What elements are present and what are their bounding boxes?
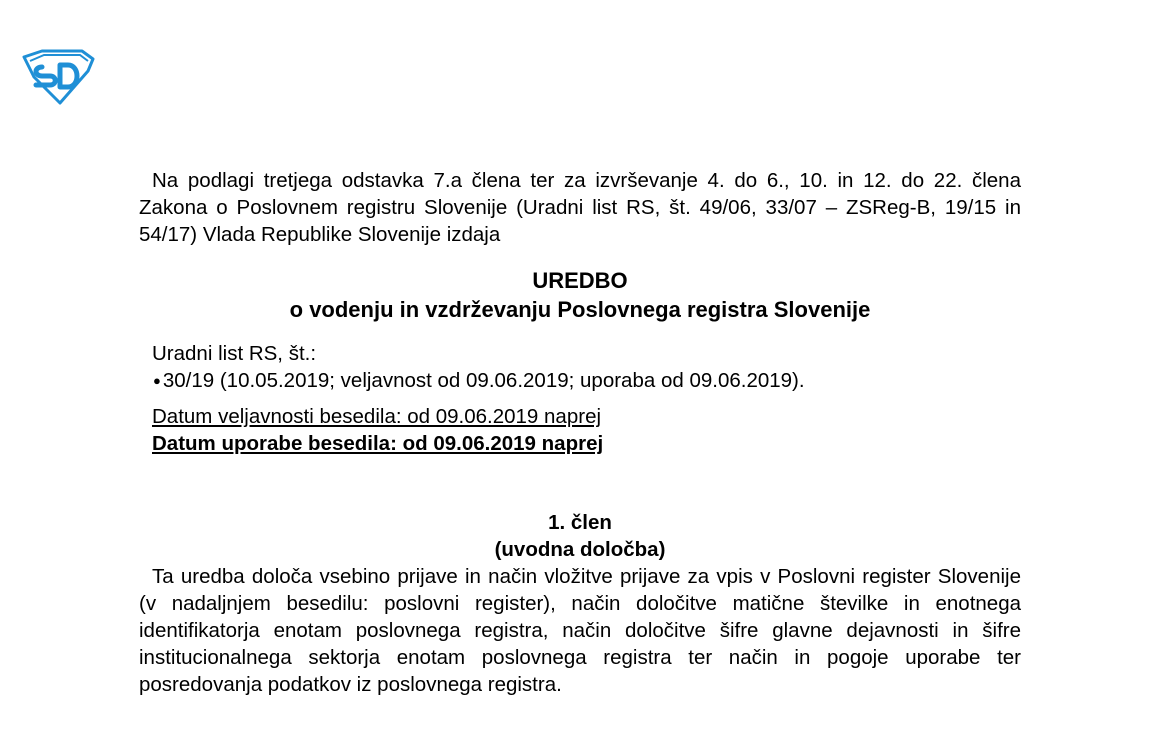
sd-shield-logo: [20, 47, 96, 105]
article-text: Ta uredba določa vsebino prijave in način vložitve prijave za vpis v Poslovni register Slovenije (v nadaljnjem besedilu: poslovni register), način določitve matične številke in enotnega identifikatorja enotam poslovnega registra, način določitve šifre glavne dejavnosti in šifre institucionalnega sektorja enotam poslovnega registra ter način in pogoje uporabe ter posredovanja podatkov iz poslovnega registra.: [139, 565, 1021, 696]
document-body: [139, 167, 1021, 698]
intro-paragraph: Na podlagi tretjega odstavka 7.a člena ter za izvrševanje 4. do 6., 10. in 12. do 22. člena Zakona o Poslovnem registru Slovenije (Uradni list RS, št. 49/06, 33/07 – ZSReg-B, 19/15 in 54/17) Vlada Republike Slovenije izdaja: [139, 169, 1021, 246]
bullet-icon: ●: [153, 373, 161, 388]
gazette-entry-text: 30/19 (10.05.2019; veljavnost od 09.06.2019; uporaba od 09.06.2019).: [162, 369, 805, 392]
document-subtitle: o vodenju in vzdrževanju Poslovnega registra Slovenije: [289, 297, 871, 322]
validity-date: Datum veljavnosti besedila: od 09.06.2019 naprej: [152, 405, 602, 428]
dates-block: [152, 403, 1021, 457]
gazette-block: [152, 340, 1021, 394]
article-number: 1. člen: [548, 511, 612, 534]
gazette-label: Uradni list RS, št.:: [152, 342, 317, 365]
sd-shield-logo-svg: [20, 47, 96, 105]
gazette-entry: [152, 367, 1021, 394]
use-date: Datum uporabe besedila: od 09.06.2019 naprej: [152, 432, 604, 455]
document-title: UREDBO: [532, 268, 628, 293]
article-heading: (uvodna določba): [494, 538, 666, 561]
